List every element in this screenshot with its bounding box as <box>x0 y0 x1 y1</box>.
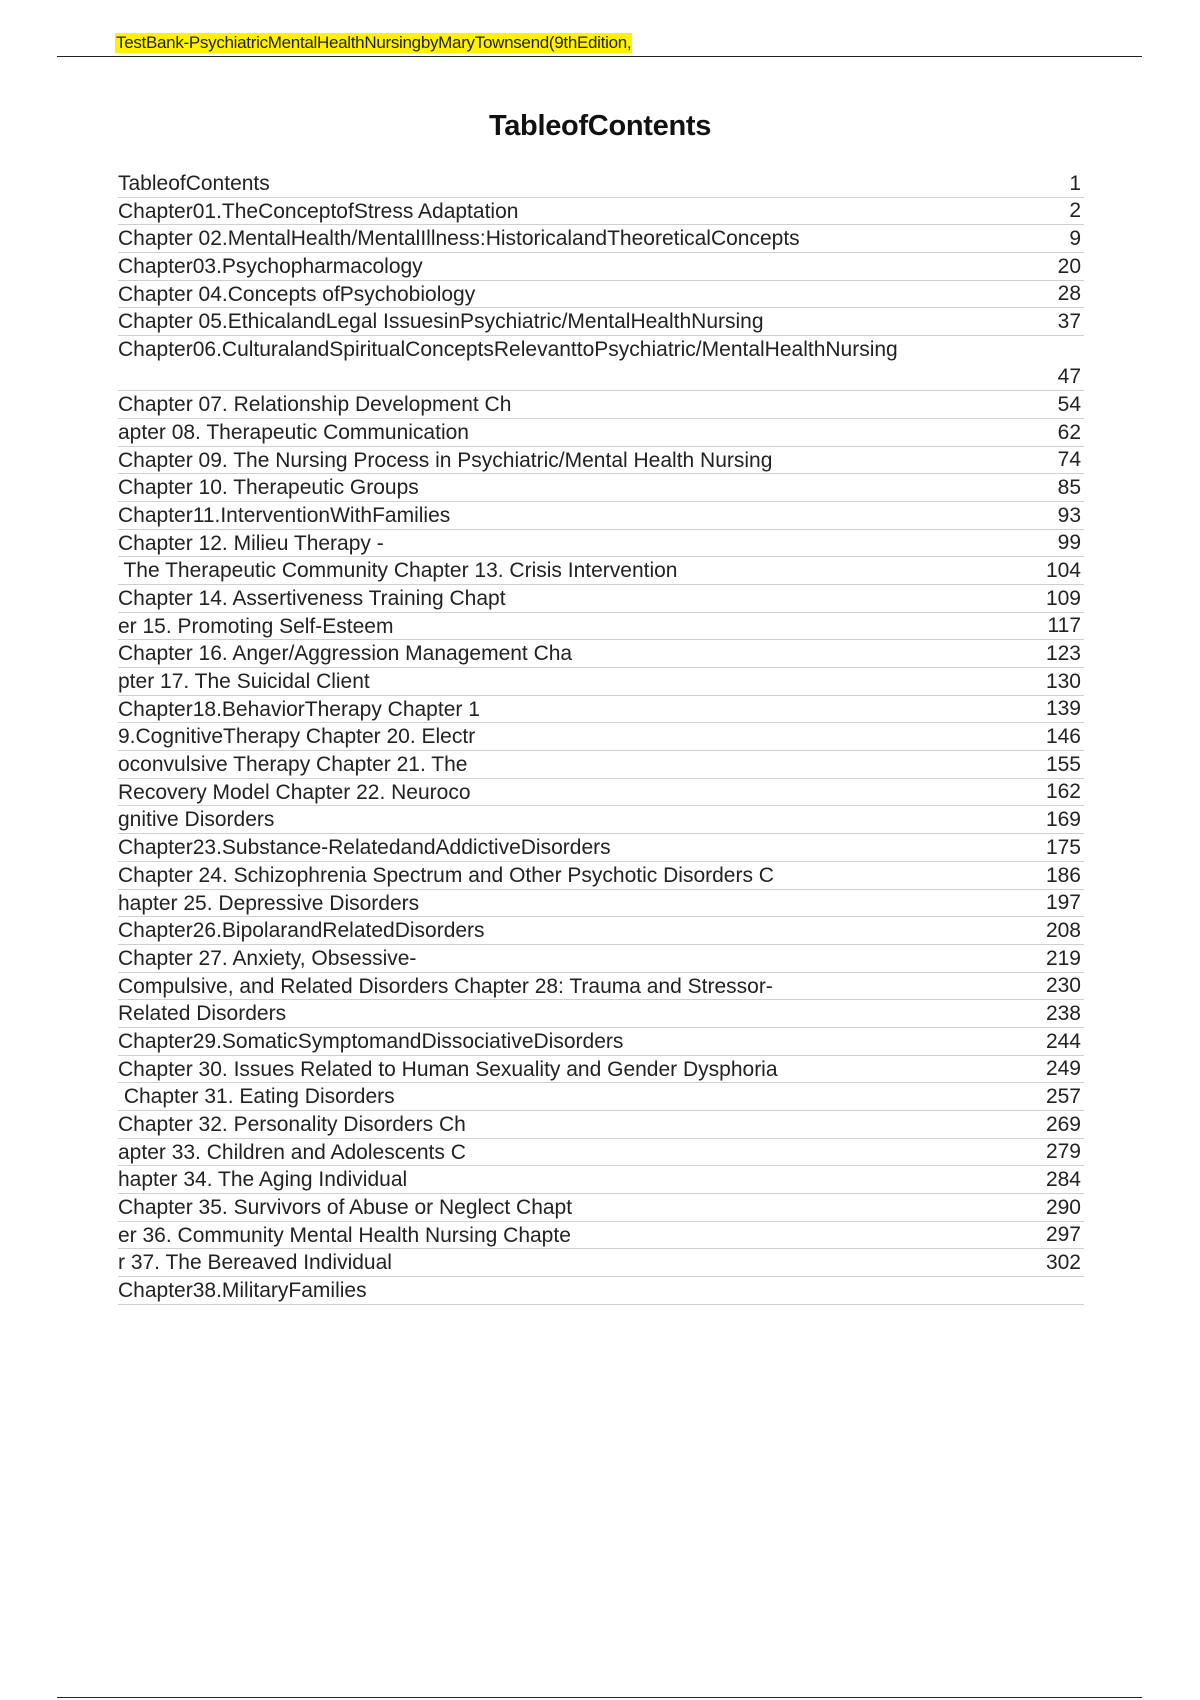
toc-entry[interactable] <box>118 1056 1084 1084</box>
toc-entry-page-number: 62 <box>1057 420 1081 444</box>
toc-entry[interactable] <box>118 779 1084 807</box>
toc-entry-title: Chapter 05.EthicalandLegal IssuesinPsychiatric/MentalHealthNursing <box>118 310 764 334</box>
toc-entry-page-number: 146 <box>1045 725 1081 749</box>
toc-entry-title: Chapter 35. Survivors of Abuse or Neglect Chapt <box>118 1196 573 1220</box>
toc-entry-title: r 37. The Bereaved Individual <box>118 1251 392 1275</box>
toc-entry-title: Chapter26.BipolarandRelatedDisorders <box>118 919 485 943</box>
toc-entry-page-number: 123 <box>1045 642 1081 665</box>
toc-entry[interactable] <box>118 198 1084 226</box>
toc-entry-page-number: 175 <box>1045 835 1081 859</box>
toc-entry-page-number: 85 <box>1057 475 1081 499</box>
toc-entry-page-number: 162 <box>1045 780 1081 804</box>
toc-entry[interactable] <box>118 391 1084 419</box>
toc-entry-page-number: 290 <box>1045 1195 1081 1219</box>
toc-entry-title: The Therapeutic Community Chapter 13. Crisis Intervention <box>118 559 678 583</box>
toc-entry-title: er 36. Community Mental Health Nursing Chapte <box>118 1223 571 1247</box>
toc-entry[interactable] <box>118 806 1084 834</box>
toc-entry-page-number: 169 <box>1045 808 1081 832</box>
toc-entry-page-number: 47 <box>1057 365 1081 389</box>
toc-entry[interactable] <box>118 862 1084 890</box>
toc-entry-title: Chapter 07. Relationship Development Ch <box>118 393 512 417</box>
toc-entry-title: Chapter11.InterventionWithFamilies <box>118 503 451 527</box>
toc-entry-page-number: 139 <box>1045 697 1081 721</box>
toc-entry[interactable] <box>118 1083 1084 1111</box>
toc-entry[interactable] <box>118 308 1084 336</box>
toc-entry-page-number: 93 <box>1057 503 1081 527</box>
toc-entry-title: Chapter 02.MentalHealth/MentalIllness:HistoricalandTheoreticalConcepts <box>118 227 800 251</box>
toc-entry[interactable] <box>118 447 1084 475</box>
toc-entry-page-number: 117 <box>1047 614 1081 638</box>
toc-entry-page-number: 208 <box>1045 918 1081 942</box>
toc-entry[interactable] <box>118 723 1084 751</box>
toc-entry-title: Chapter 04.Concepts ofPsychobiology <box>118 282 476 306</box>
toc-entry[interactable] <box>118 1194 1084 1222</box>
toc-entry-page-number: 28 <box>1057 282 1081 306</box>
toc-entry[interactable] <box>118 281 1084 309</box>
toc-entry-title: Chapter01.TheConceptofStress Adaptation <box>118 199 519 223</box>
header-title: TestBank-PsychiatricMentalHealthNursingbyMaryTownsend(9thEdition, <box>116 33 632 52</box>
toc-entry-page-number: 130 <box>1045 669 1081 693</box>
toc-entry-page-number: 74 <box>1057 448 1081 472</box>
toc-entry[interactable] <box>118 474 1084 502</box>
toc-entry-title: Chapter03.Psychopharmacology <box>118 255 423 279</box>
toc-entry-page-number: 9 <box>1069 227 1081 251</box>
toc-entry-title: er 15. Promoting Self-Esteem <box>118 614 394 638</box>
toc-entry-title: Chapter 31. Eating Disorders <box>118 1085 395 1109</box>
toc-entry-page-number: 1 <box>1069 171 1081 195</box>
toc-entry-page-number: 99 <box>1057 531 1081 555</box>
toc-entry-title: Related Disorders <box>118 1002 287 1026</box>
toc-entry[interactable] <box>118 1166 1084 1194</box>
toc-entry[interactable] <box>118 502 1084 530</box>
toc-entry[interactable] <box>118 253 1084 281</box>
toc-entry-title: apter 33. Children and Adolescents C <box>118 1140 466 1164</box>
toc-entry-title: TableofContents <box>118 172 270 195</box>
toc-entry-page-number: 297 <box>1045 1223 1081 1247</box>
toc-entry-page-number: 244 <box>1045 1029 1081 1053</box>
toc-entry-title: hapter 34. The Aging Individual <box>118 1168 408 1192</box>
toc-entry-title: Chapter18.BehaviorTherapy Chapter 1 <box>118 697 480 721</box>
toc-entry[interactable] <box>118 613 1084 641</box>
toc-entry[interactable] <box>118 1139 1084 1167</box>
toc-entry-page-number: 257 <box>1045 1085 1081 1108</box>
toc-entry-title: Chapter 14. Assertiveness Training Chapt <box>118 586 506 610</box>
toc-entry-title: Chapter 27. Anxiety, Obsessive- <box>118 946 417 970</box>
toc-entry-page-number: 284 <box>1045 1168 1081 1192</box>
toc-entry-title: Chapter 16. Anger/Aggression Management Cha <box>118 642 573 666</box>
toc-entry-title: Chapter38.MilitaryFamilies <box>118 1279 367 1303</box>
toc-entry[interactable] <box>118 557 1084 585</box>
toc-entry[interactable] <box>118 1277 1084 1305</box>
toc-entry-title: Chapter23.Substance-RelatedandAddictiveDisorders <box>118 836 611 860</box>
toc-entry-page-number: 230 <box>1045 974 1081 998</box>
toc-entry-title: Chapter 30. Issues Related to Human Sexuality and Gender Dysphoria <box>118 1057 778 1081</box>
toc-entry[interactable] <box>118 1028 1084 1056</box>
toc-entry[interactable] <box>118 751 1084 779</box>
toc-entry[interactable] <box>118 834 1084 862</box>
toc-entry-title: Chapter29.SomaticSymptomandDissociativeDisorders <box>118 1029 624 1053</box>
toc-entry[interactable] <box>118 1000 1084 1028</box>
toc-entry-title: apter 08. Therapeutic Communication <box>118 420 469 444</box>
page-title: TableofContents <box>488 110 712 142</box>
toc-entry-page-number: 186 <box>1045 863 1081 887</box>
toc-entry[interactable] <box>118 530 1084 558</box>
toc-entry-title: Chapter 10. Therapeutic Groups <box>118 476 419 500</box>
toc-entry[interactable] <box>118 1249 1084 1277</box>
toc-entry-page-number: 238 <box>1045 1001 1081 1025</box>
toc-entry[interactable] <box>118 1111 1084 1139</box>
toc-entry[interactable] <box>118 1222 1084 1250</box>
toc-entry-title: Chapter 24. Schizophrenia Spectrum and Other Psychotic Disorders C <box>118 863 774 887</box>
toc-entry-page-number: 2 <box>1069 199 1081 223</box>
toc-entry-title: Chapter06.CulturalandSpiritualConceptsRelevanttoPsychiatric/MentalHealthNursing <box>118 338 898 362</box>
toc-entry-page-number: 155 <box>1045 752 1081 776</box>
toc-entry-page-number: 104 <box>1045 558 1081 582</box>
toc-entry[interactable] <box>118 668 1084 696</box>
toc-entry[interactable] <box>118 640 1084 668</box>
toc-entry-page-number: 197 <box>1045 891 1081 915</box>
toc-entry[interactable] <box>118 696 1084 724</box>
toc-entry-title: hapter 25. Depressive Disorders <box>118 891 420 915</box>
toc-entry-page-number: 269 <box>1045 1112 1081 1136</box>
toc-entry-page-number: 20 <box>1057 254 1081 278</box>
toc-entry-page-number: 249 <box>1045 1057 1081 1081</box>
toc-entry-page-number: 109 <box>1045 586 1081 610</box>
toc-entry[interactable] <box>118 419 1084 447</box>
page-header <box>57 30 1142 57</box>
toc-entry-title: gnitive Disorders <box>118 808 275 832</box>
toc-entry[interactable] <box>118 973 1084 1001</box>
toc-entry-title: pter 17. The Suicidal Client <box>118 670 370 693</box>
toc-entry-page-number: 219 <box>1045 946 1081 970</box>
toc-entry[interactable] <box>118 336 1084 391</box>
toc-entry[interactable] <box>118 917 1084 945</box>
toc-entry[interactable] <box>118 945 1084 973</box>
toc-entry[interactable] <box>118 585 1084 613</box>
toc-entry-title: Chapter 32. Personality Disorders Ch <box>118 1113 466 1136</box>
toc-entry-page-number: 37 <box>1057 310 1081 334</box>
toc-entry-title: Compulsive, and Related Disorders Chapter 28: Trauma and Stressor- <box>118 974 773 998</box>
toc-entry-page-number: 302 <box>1045 1251 1081 1275</box>
toc-entry-title: Recovery Model Chapter 22. Neuroco <box>118 780 471 804</box>
toc-entry-title: oconvulsive Therapy Chapter 21. The <box>118 753 468 777</box>
table-of-contents <box>118 170 1084 1305</box>
toc-entry-title: 9.CognitiveTherapy Chapter 20. Electr <box>118 725 476 749</box>
toc-entry[interactable] <box>118 225 1084 253</box>
toc-entry[interactable] <box>118 170 1084 198</box>
toc-entry-title: Chapter 12. Milieu Therapy - <box>118 531 384 555</box>
toc-entry-page-number: 279 <box>1045 1140 1081 1164</box>
toc-entry[interactable] <box>118 890 1084 918</box>
toc-entry-title: Chapter 09. The Nursing Process in Psychiatric/Mental Health Nursing <box>118 448 773 472</box>
toc-entry-page-number: 54 <box>1057 392 1081 416</box>
footer-rule <box>57 1697 1142 1698</box>
